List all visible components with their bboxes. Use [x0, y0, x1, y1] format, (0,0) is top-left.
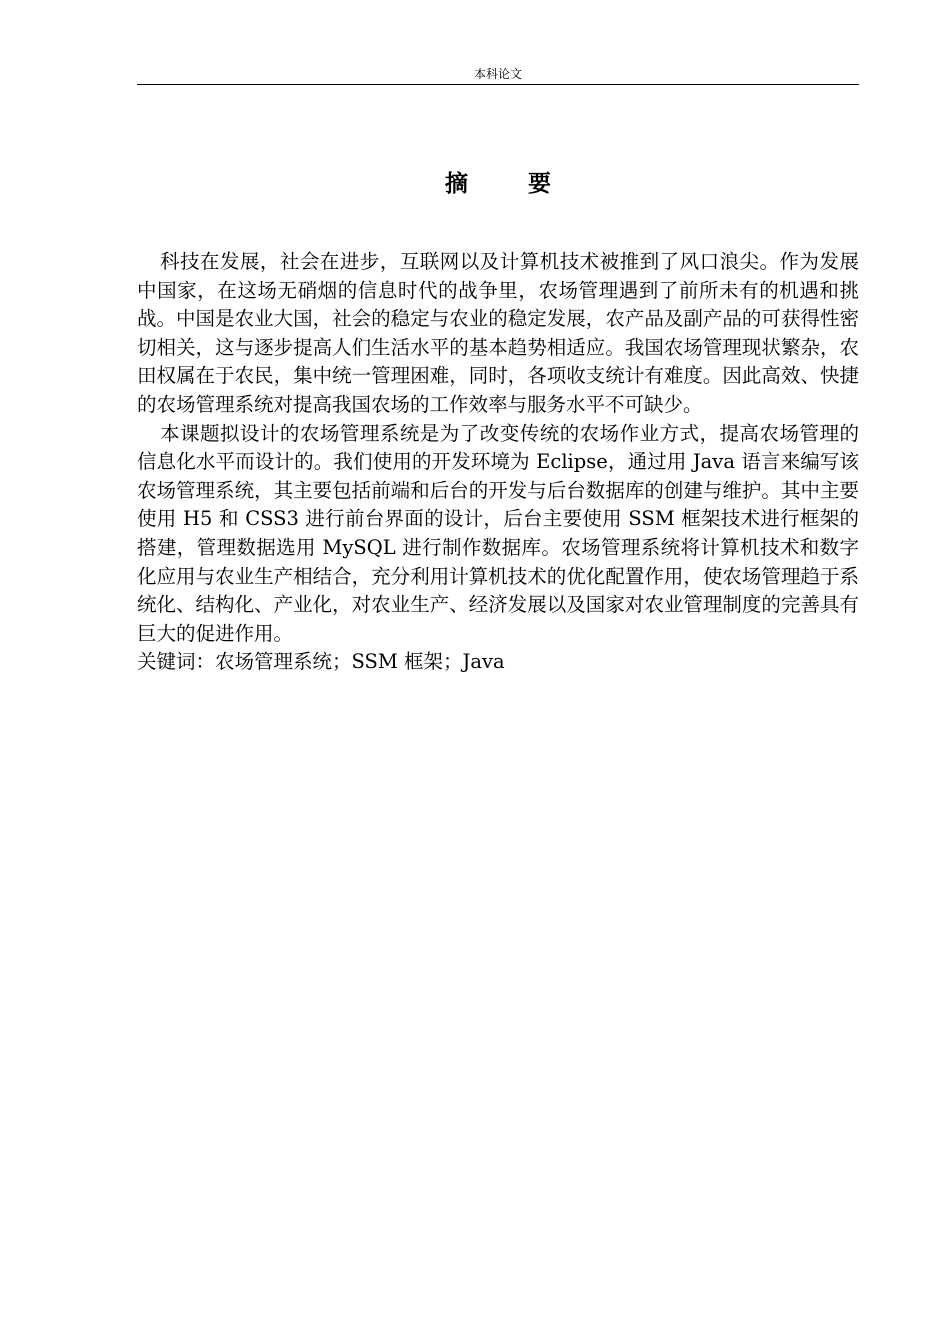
abstract-title: 摘要 [445, 171, 611, 197]
running-header-title: 本科论文 [473, 67, 522, 81]
abstract-paragraph-2: 本课题拟设计的农场管理系统是为了改变传统的农场作业方式，提高农场管理的信息化水平而设计的。我们使用的开发环境为 Eclipse，通过用 Java 语言来编写该农场管理系统，其主要包括前端和后台的开发与后台数据库的创建与维护。其中主要使用 H5 和 CSS3 进行前台界面的设计，后台主要使用 SSM 框架技术进行框架的搭建，管理数据选用 MySQL 进行制作数据库。农场管理系统将计算机技术和数字化应用与农业生产相结合，充分利用计算机技术的优化配置作用，使农场管理趋于系统化、结构化、产业化，对农业生产、经济发展以及国家对农业管理制度的完善具有巨大的促进作用。 [137, 421, 859, 645]
abstract-paragraph-1: 科技在发展，社会在进步，互联网以及计算机技术被推到了风口浪尖。作为发展中国家，在这场无硝烟的信息时代的战争里，农场管理遇到了前所未有的机遇和挑战。中国是农业大国，社会的稳定与农业的稳定发展，农产品及副产品的可获得性密切相关，这与逐步提高人们生活水平的基本趋势相适应。我国农场管理现状繁杂，农田权属在于农民，集中统一管理困难，同时，各项收支统计有难度。因此高效、快捷的农场管理系统对提高我国农场的工作效率与服务水平不可缺少。 [137, 250, 859, 416]
abstract-body [137, 248, 859, 677]
keywords-text: 农场管理系统；SSM 框架；Java [215, 650, 505, 674]
keywords-label: 关键词： [137, 650, 216, 674]
running-header [137, 64, 859, 85]
keywords-line [137, 648, 859, 677]
